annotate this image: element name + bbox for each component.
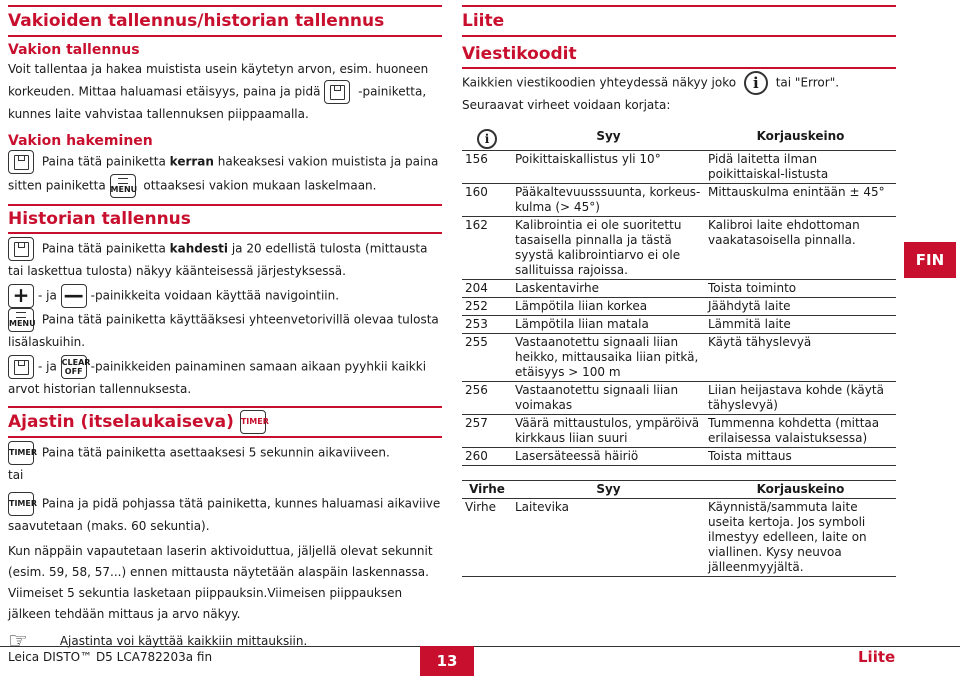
error-code: 156 [462,151,512,184]
error-code: 260 [462,448,512,466]
save-key-icon [8,237,34,261]
table-header-fix: Korjauskeino [705,481,896,499]
table-row [462,448,896,466]
language-tab: FIN [904,242,956,278]
error-cause: Laitevika [512,499,705,577]
right-column [462,5,896,577]
error-cause: Lämpötila liian matala [512,316,705,334]
appendix-title: Liite [462,11,505,31]
device-error-table [462,480,896,577]
table-row [462,184,896,217]
error-code: 257 [462,415,512,448]
error-cause: Vastaanotettu signaali liian heikko, mittausaika liian pitkä, etäisyys > 100 m [512,334,705,382]
constant-save-text: Voit tallentaa ja hakea muistista usein käytetyn arvon, esim. huoneen korkeuden. Mittaa haluamasi etäisyys, paina ja pidä -painiketta, kunnes laite vahvistaa tallennuksen piippaamalla. [8,62,429,121]
history-text-1: Paina tätä painiketta kahdesti ja 20 edellistä tulosta (mittausta tai laskettua tulosta) näkyy käänteisessä järjestyksessä. [8,237,442,282]
error-code: 204 [462,280,512,298]
plus-key-icon: + [8,284,34,308]
table-header-fix: Korjauskeino [705,128,896,151]
table-row [462,298,896,316]
timer-text-4: Viimeiset 5 sekuntia lasketaan piippauksin.Viimeisen piippauksen jälkeen tehdään mittaus ja arvo näkyy. [8,586,403,621]
save-key-icon [324,80,350,104]
error-code: 252 [462,298,512,316]
section-heading-constant-recall: Vakion hakeminen [8,133,153,149]
error-cause: Pääkaltevuusssuunta, korkeus-kulma (> 45°) [512,184,705,217]
error-cause: Vastaanotettu signaali liian voimakas [512,382,705,415]
error-fix: Lämmitä laite [705,316,896,334]
error-fix: Tummenna kohdetta (mittaa erilaisessa valaistuksessa) [705,415,896,448]
timer-text-2: TIMER Paina ja pidä pohjassa tätä painiketta, kunnes haluamasi aikaviive saavutetaan (maks. 60 sekuntia). [8,492,442,537]
section-heading-message-codes: Viestikoodit [462,44,577,64]
error-fix: Käytä tähyslevyä [705,334,896,382]
table-row [462,151,896,184]
section-heading-timer: Ajastin (itselaukaiseva) TIMER [8,412,269,432]
timer-key-icon: TIMER [8,441,34,465]
section-heading-constant-save: Vakion tallennus [8,42,140,58]
page-title: Vakioiden tallennus/historian tallennus [8,11,385,31]
error-fix: Käynnistä/sammuta laite useita kertoja. Jos symboli ilmestyy edelleen, laite on viallinen. Kysy neuvoa jälleenmyyjältä. [705,499,896,577]
error-cause: Lämpötila liian korkea [512,298,705,316]
error-cause: Väärä mittaustulos, ympäröivä kirkkaus liian suuri [512,415,705,448]
footer-section: Liite [858,648,896,666]
menu-key-icon: MENU [110,174,136,198]
timer-text-1: TIMER Paina tätä painiketta asettaaksesi 5 sekunnin aikaviiveen. [8,441,442,465]
error-code: Virhe [462,499,512,577]
minus-key-icon: — [61,284,87,308]
table-row [462,280,896,298]
message-codes-intro: Kaikkien viestikoodien yhteydessä näkyy joko i tai "Error". Seuraavat virheet voidaan korjata: [462,71,896,116]
error-fix: Pidä laitetta ilman poikittaiskal-listusta [705,151,896,184]
timer-key-icon: TIMER [8,492,34,516]
timer-note: ☞ Ajastinta voi käyttää kaikkiin mittauksiin. [8,629,308,654]
history-text-3: MENU Paina tätä painiketta käyttääksesi yhteenvetorivillä olevaa tulosta lisälaskuihin. [8,308,442,353]
error-fix: Kalibroi laite ehdottoman vaakatasoisella pinnalla. [705,217,896,280]
table-row [462,382,896,415]
table-row [462,499,896,577]
table-row [462,415,896,448]
left-column [8,5,442,652]
pointing-hand-icon: ☞ [8,629,28,654]
clear-off-key-icon: CLEAR OFF [61,355,87,379]
table-header-cause: Syy [512,128,705,151]
error-fix: Toista toiminto [705,280,896,298]
error-code: 253 [462,316,512,334]
footer-product: Leica DISTO™ D5 LCA782203a fin [8,650,213,664]
page-number: 13 [420,646,474,676]
save-key-icon [8,355,34,379]
history-text-4: - ja CLEAR OFF -painikkeiden painaminen samaan aikaan pyyhkii kaikki arvot historian tallennuksesta. [8,355,442,400]
table-row [462,334,896,382]
table-header-error: Virhe [462,481,512,499]
error-fix: Mittauskulma enintään ± 45° [705,184,896,217]
error-code: 160 [462,184,512,217]
menu-key-icon: MENU [8,308,34,332]
error-code-table [462,128,896,466]
info-icon: i [477,129,497,149]
table-row [462,316,896,334]
error-fix: Toista mittaus [705,448,896,466]
info-icon: i [744,71,768,95]
error-cause: Poikittaiskallistus yli 10° [512,151,705,184]
section-heading-history: Historian tallennus [8,209,191,229]
error-code: 255 [462,334,512,382]
error-cause: Laskentavirhe [512,280,705,298]
timer-key-icon: TIMER [240,410,266,434]
table-header-cause: Syy [512,481,705,499]
timer-or: tai [8,468,24,482]
error-fix: Jäähdytä laite [705,298,896,316]
error-cause: Lasersäteessä häiriö [512,448,705,466]
error-code: 256 [462,382,512,415]
error-code: 162 [462,217,512,280]
table-row [462,217,896,280]
timer-text-3: Kun näppäin vapautetaan laserin aktivoiduttua, jäljellä olevat sekunnit (esim. 59, 58, 57...) ennen mittausta näytetään alaspäin laskennassa. [8,544,433,579]
error-cause: Kalibrointia ei ole suoritettu tasaisella pinnalla ja tästä syystä kalibrointiarvo ei ole sallituissa rajoissa. [512,217,705,280]
history-text-2: + - ja — -painikkeita voidaan käyttää navigointiin. [8,284,442,308]
error-fix: Liian heijastava kohde (käytä tähyslevyä) [705,382,896,415]
constant-recall-text: Paina tätä painiketta kerran hakeaksesi vakion muistista ja paina sitten painiketta MENU ottaaksesi vakion mukaan laskelmaan. [8,150,442,198]
save-key-icon [8,150,34,174]
